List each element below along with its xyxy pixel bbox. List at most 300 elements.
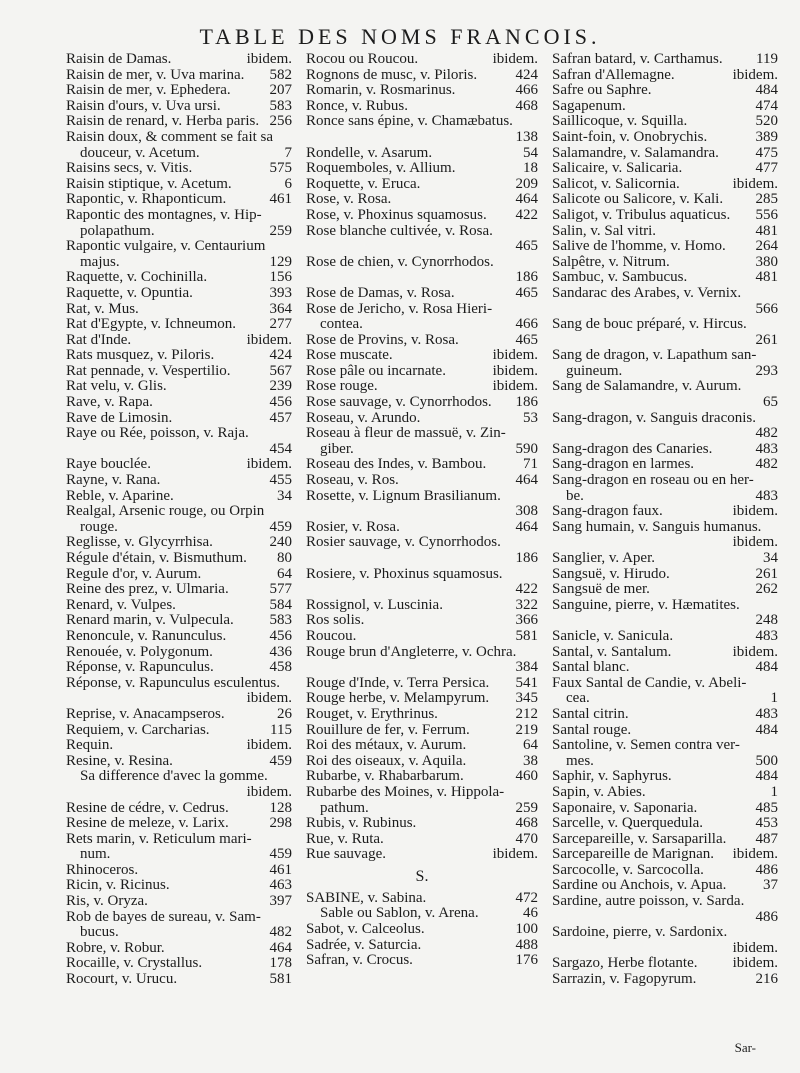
entry-text: Renoncule, v. Ranunculus. [66, 628, 227, 644]
page-reference: 186 [515, 551, 538, 566]
page-reference: 138 [515, 129, 538, 145]
index-entry [66, 146, 292, 162]
page-reference: 207 [269, 83, 292, 99]
entry-text: Rosier, v. Rosa. [306, 519, 400, 535]
index-entry [66, 161, 292, 177]
entry-text: Roi des métaux, v. Aurum. [306, 738, 467, 754]
page-reference: 453 [755, 816, 778, 832]
entry-text: Ros solis. [306, 613, 365, 629]
page-reference: 465 [515, 285, 538, 301]
index-entry [66, 551, 292, 567]
index-entry [66, 863, 292, 879]
index-entry [552, 972, 778, 988]
page-reference: ibidem. [492, 348, 538, 364]
page-reference: ibidem. [246, 784, 292, 800]
entry-text: pathum. [320, 800, 369, 816]
index-entry [306, 906, 538, 922]
entry-text: Sargazo, Herbe flotante. [552, 956, 698, 972]
index-entry [306, 582, 538, 598]
index-entry [306, 707, 538, 723]
page-reference: 64 [523, 738, 538, 754]
index-entry [552, 177, 778, 193]
index-entry [552, 68, 778, 84]
entry-text: douceur, v. Acetum. [80, 145, 200, 161]
index-entry [306, 208, 538, 224]
entry-text: Rose pâle ou incarnate. [306, 363, 446, 379]
entry-text: Sarcepareille, v. Sarsaparilla. [552, 831, 727, 847]
index-entry [306, 286, 538, 302]
page-reference: 129 [269, 254, 292, 270]
entry-text: be. [566, 488, 584, 504]
index-entry [306, 645, 538, 661]
index-entry [306, 613, 538, 629]
index-entry [552, 956, 778, 972]
index-column-3 [552, 52, 778, 988]
page-reference: 65 [763, 395, 778, 411]
index-entry [552, 925, 778, 941]
index-column-1 [66, 52, 292, 988]
entry-text: Roseau, v. Ros. [306, 473, 399, 489]
page-reference: 7 [284, 145, 292, 161]
page-reference: 465 [515, 332, 538, 348]
entry-text: SABINE, v. Sabina. [306, 890, 427, 906]
index-entry [306, 348, 538, 364]
index-entry [552, 801, 778, 817]
index-entry [552, 504, 778, 520]
entry-text: rouge. [80, 519, 118, 535]
entry-text: bucus. [80, 925, 119, 941]
entry-text: Rocou ou Roucou. [306, 52, 419, 67]
entry-text: Resine, v. Resina. [66, 753, 173, 769]
index-entry [552, 567, 778, 583]
index-entry [66, 177, 292, 193]
page-reference: ibidem. [492, 379, 538, 395]
index-entry [306, 395, 538, 411]
entry-text: contea. [320, 317, 363, 333]
index-entry [66, 520, 292, 536]
page-reference: 482 [269, 925, 292, 941]
index-entry [552, 130, 778, 146]
index-entry [306, 317, 538, 333]
page-reference: 34 [763, 551, 778, 566]
entry-text: Rouge d'Inde, v. Terra Persica. [306, 675, 490, 691]
page-reference: 345 [515, 691, 538, 707]
entry-text: Sanglier, v. Aper. [552, 551, 655, 566]
entry-text: Sarrazin, v. Fagopyrum. [552, 972, 697, 988]
index-entry [306, 938, 538, 954]
entry-text: Sagapenum. [552, 98, 626, 114]
entry-text: Sardine ou Anchois, v. Apua. [552, 878, 727, 894]
index-entry [552, 302, 778, 318]
entry-text: Raisin de mer, v. Uva marina. [66, 67, 245, 83]
index-entry [66, 457, 292, 473]
index-entry [306, 801, 538, 817]
entry-text: cea. [566, 691, 590, 707]
entry-text: guineum. [566, 363, 623, 379]
index-entry [66, 224, 292, 240]
entry-text: Romarin, v. Rosmarinus. [306, 83, 456, 99]
index-entry [306, 99, 538, 115]
entry-text: Rouge herbe, v. Melampyrum. [306, 691, 490, 707]
entry-text: Rose rouge. [306, 379, 378, 395]
page-reference: 64 [277, 566, 292, 582]
page-reference: 285 [755, 192, 778, 208]
page-reference: 541 [515, 675, 538, 691]
page-reference: 436 [269, 644, 292, 660]
index-entry [552, 582, 778, 598]
entry-text: Faux Santal de Candie, v. Abeli- [552, 675, 747, 691]
index-entry [552, 723, 778, 739]
page-reference: 240 [269, 535, 292, 551]
index-entry [66, 52, 292, 68]
page-reference: ibidem. [246, 332, 292, 348]
index-entry [306, 953, 538, 969]
index-entry [306, 598, 538, 614]
index-entry [552, 551, 778, 567]
page-reference: ibidem. [732, 535, 778, 551]
index-entry [552, 333, 778, 349]
index-entry [66, 660, 292, 676]
page-reference: 389 [755, 129, 778, 145]
page-reference: 37 [763, 878, 778, 894]
index-entry [306, 520, 538, 536]
entry-text: Raisin d'ours, v. Uva ursi. [66, 98, 221, 114]
index-entry [552, 192, 778, 208]
page-reference: 464 [269, 940, 292, 956]
page-reference: 115 [270, 722, 292, 738]
entry-text: Sanicle, v. Sanicula. [552, 628, 674, 644]
page-reference: 464 [515, 519, 538, 535]
page-reference: 590 [515, 441, 538, 457]
index-entry [306, 146, 538, 162]
index-entry [552, 676, 778, 692]
page-reference: 463 [269, 878, 292, 894]
page-reference: 486 [755, 862, 778, 878]
page-reference: ibidem. [732, 847, 778, 863]
entry-text: Ronce sans épine, v. Chamæbatus. [306, 114, 513, 130]
page-reference: ibidem. [492, 363, 538, 379]
page-reference: 475 [755, 145, 778, 161]
index-entry [552, 379, 778, 395]
entry-text: Sang-dragon en roseau ou en her- [552, 473, 754, 489]
page-reference: 484 [755, 83, 778, 99]
index-entry [552, 910, 778, 926]
index-entry [66, 83, 292, 99]
entry-text: Reprise, v. Anacampseros. [66, 706, 225, 722]
entry-text: Rouget, v. Erythrinus. [306, 706, 438, 722]
index-entry [306, 769, 538, 785]
entry-text: Sambuc, v. Sambucus. [552, 270, 688, 286]
entry-text: Rondelle, v. Asarum. [306, 145, 433, 161]
index-entry [552, 520, 778, 536]
entry-text: Rob de bayes de sureau, v. Sam- [66, 909, 261, 925]
entry-text: Roucou. [306, 628, 357, 644]
index-entry [66, 333, 292, 349]
entry-text: Rognons de musc, v. Piloris. [306, 67, 478, 83]
page-reference: 483 [755, 628, 778, 644]
index-entry [66, 832, 292, 848]
entry-text: Safran batard, v. Carthamus. [552, 52, 723, 67]
index-entry [306, 660, 538, 676]
index-entry [552, 754, 778, 770]
entry-text: Rose de chien, v. Cynorrhodos. [306, 254, 494, 270]
page-reference: 53 [523, 410, 538, 426]
index-entry [306, 379, 538, 395]
index-entry [552, 317, 778, 333]
entry-text: giber. [320, 441, 354, 457]
index-entry [306, 114, 538, 130]
page-reference: 461 [269, 192, 292, 208]
section-heading: S. [415, 867, 429, 885]
page-reference: 483 [755, 706, 778, 722]
page-reference: 464 [515, 192, 538, 208]
index-entry [306, 457, 538, 473]
index-entry [306, 426, 538, 442]
entry-text: Rocourt, v. Urucu. [66, 972, 178, 988]
index-entry [306, 535, 538, 551]
entry-text: num. [80, 847, 111, 863]
page-reference: 459 [269, 519, 292, 535]
index-entry [66, 676, 292, 692]
index-entry [306, 676, 538, 692]
entry-text: Raisins secs, v. Vitis. [66, 161, 193, 177]
entry-text: Rose de Damas, v. Rosa. [306, 285, 455, 301]
index-entry [552, 894, 778, 910]
index-entry [66, 894, 292, 910]
entry-text: Sardine, autre poisson, v. Sarda. [552, 894, 745, 910]
entry-text: Sangsuë de mer. [552, 582, 650, 598]
index-entry [306, 161, 538, 177]
entry-text: Santal blanc. [552, 660, 630, 676]
entry-text: Safre ou Saphre. [552, 83, 652, 99]
index-entry [306, 629, 538, 645]
page-reference: 460 [515, 769, 538, 785]
index-entry [306, 52, 538, 68]
entry-text: Safran, v. Crocus. [306, 953, 413, 969]
index-entry [306, 891, 538, 907]
entry-text: Rat velu, v. Glis. [66, 379, 167, 395]
index-entry [66, 582, 292, 598]
entry-text: Sang de dragon, v. Lapathum san- [552, 348, 757, 364]
page-reference: ibidem. [246, 457, 292, 473]
page-reference: 100 [515, 922, 538, 938]
index-entry [66, 130, 292, 146]
page-reference: 468 [515, 816, 538, 832]
index-entry [552, 660, 778, 676]
entry-text: Réponse, v. Rapunculus esculentus. [66, 675, 280, 691]
index-entry [66, 723, 292, 739]
page-reference: ibidem. [732, 176, 778, 192]
page-reference: 219 [515, 722, 538, 738]
entry-text: Saillicoque, v. Squilla. [552, 114, 688, 130]
entry-text: Raisin de renard, v. Herba paris. [66, 114, 260, 130]
page-reference: 577 [269, 582, 292, 598]
entry-text: Santal rouge. [552, 722, 632, 738]
index-entry [66, 68, 292, 84]
page-reference: ibidem. [732, 956, 778, 972]
index-entry [66, 785, 292, 801]
entry-text: Rhinoceros. [66, 862, 139, 878]
page-reference: 264 [755, 239, 778, 255]
entry-text: Roi des oiseaux, v. Aquila. [306, 753, 467, 769]
index-entry [552, 629, 778, 645]
entry-text: Sadrée, v. Saturcia. [306, 937, 422, 953]
entry-text: Roquette, v. Eruca. [306, 176, 421, 192]
page-reference: 466 [515, 317, 538, 333]
index-entry [66, 348, 292, 364]
index-entry [552, 83, 778, 99]
entry-text: Requiem, v. Carcharias. [66, 722, 210, 738]
page-reference: 322 [515, 597, 538, 613]
entry-text: Resine de cédre, v. Cedrus. [66, 800, 229, 816]
page-reference: 567 [269, 363, 292, 379]
index-entry [306, 130, 538, 146]
entry-text: Raisin de Damas. [66, 52, 172, 67]
index-entry [66, 707, 292, 723]
index-entry [306, 504, 538, 520]
index-entry [66, 411, 292, 427]
page-reference: ibidem. [246, 52, 292, 67]
index-entry [306, 239, 538, 255]
page-reference: 256 [269, 114, 292, 130]
entry-text: Raisin stiptique, v. Acetum. [66, 176, 232, 192]
entry-text: Sang-dragon en larmes. [552, 457, 695, 473]
index-entry [552, 816, 778, 832]
entry-text: Sang de bouc préparé, v. Hircus. [552, 317, 747, 333]
index-entry [66, 99, 292, 115]
page-reference: 422 [515, 582, 538, 598]
page-reference: 259 [269, 223, 292, 239]
entry-text: Raye bouclée. [66, 457, 151, 473]
entry-text: Rubis, v. Rubinus. [306, 816, 417, 832]
catchword: Sar- [734, 1040, 756, 1055]
page-reference: 422 [515, 207, 538, 223]
index-entry [552, 161, 778, 177]
entry-text: Sang de Salamandre, v. Aurum. [552, 379, 742, 395]
page-title: TABLE DES NOMS FRANCOIS. [199, 24, 601, 49]
entry-text: Saligot, v. Tribulus aquaticus. [552, 207, 731, 223]
entry-text: Rose blanche cultivée, v. Rosa. [306, 223, 493, 239]
index-entry [306, 832, 538, 848]
page-reference: 1 [770, 691, 778, 707]
page-reference: 424 [269, 348, 292, 364]
index-entry [552, 707, 778, 723]
entry-text: majus. [80, 254, 120, 270]
page-reference: 483 [755, 441, 778, 457]
entry-text: Rat d'Inde. [66, 332, 132, 348]
index-entry [306, 785, 538, 801]
index-entry [552, 114, 778, 130]
page-reference: 1 [770, 784, 778, 800]
page-reference: ibidem. [732, 504, 778, 520]
index-entry [66, 395, 292, 411]
entry-text: Resine de meleze, v. Larix. [66, 816, 229, 832]
page-reference: 456 [269, 628, 292, 644]
entry-text: Rayne, v. Rana. [66, 473, 161, 489]
page-reference: 486 [755, 909, 778, 925]
page-reference: 575 [269, 161, 292, 177]
index-entry [66, 972, 292, 988]
page-reference: 474 [755, 98, 778, 114]
entry-text: Sanguine, pierre, v. Hæmatites. [552, 597, 740, 613]
page-reference: 239 [269, 379, 292, 395]
index-entry [552, 535, 778, 551]
index-entry [552, 395, 778, 411]
entry-text: Rouge brun d'Angleterre, v. Ochra. [306, 644, 517, 660]
page-reference: 481 [755, 270, 778, 286]
entry-text: Rubarbe des Moines, v. Hippola- [306, 784, 505, 800]
entry-text: Rubarbe, v. Rhabarbarum. [306, 769, 464, 785]
entry-text: Roseau des Indes, v. Bambou. [306, 457, 487, 473]
index-entry [306, 816, 538, 832]
index-entry [66, 114, 292, 130]
page-reference: 277 [269, 317, 292, 333]
index-entry [66, 208, 292, 224]
entry-text: Sang humain, v. Sanguis humanus. [552, 519, 762, 535]
page-reference: 393 [269, 285, 292, 301]
page-reference: 128 [269, 800, 292, 816]
index-entry [552, 239, 778, 255]
index-entry [552, 941, 778, 957]
entry-text: Renard, v. Vulpes. [66, 597, 176, 613]
entry-text: Sardoine, pierre, v. Sardonix. [552, 925, 728, 941]
page-reference: 484 [755, 769, 778, 785]
index-entry [66, 255, 292, 271]
index-entry [552, 878, 778, 894]
page-reference: 464 [515, 473, 538, 489]
page-reference: 484 [755, 660, 778, 676]
index-entry [66, 535, 292, 551]
index-entry [66, 801, 292, 817]
entry-text: Rossignol, v. Luscinia. [306, 597, 443, 613]
entry-text: Roquemboles, v. Allium. [306, 161, 456, 177]
entry-text: Sarcelle, v. Querquedula. [552, 816, 704, 832]
entry-text: Ricin, v. Ricinus. [66, 878, 170, 894]
entry-text: Rets marin, v. Reticulum mari- [66, 831, 252, 847]
page-reference: 556 [755, 207, 778, 223]
page-reference: 454 [269, 441, 292, 457]
index-entry [552, 99, 778, 115]
entry-text: Saphir, v. Saphyrus. [552, 769, 672, 785]
page-reference: 459 [269, 753, 292, 769]
entry-text: Rose de Jericho, v. Rosa Hieri- [306, 301, 493, 317]
index-entry [552, 348, 778, 364]
page-reference: 455 [269, 473, 292, 489]
entry-text: Rouillure de fer, v. Ferrum. [306, 722, 470, 738]
page-reference: 176 [515, 953, 538, 969]
entry-text: Sang-dragon des Canaries. [552, 441, 713, 457]
index-entry [306, 723, 538, 739]
index-entry [306, 738, 538, 754]
index-entry [552, 738, 778, 754]
entry-text: Rave de Limosin. [66, 410, 173, 426]
entry-text: Raye ou Rée, poisson, v. Raja. [66, 426, 249, 442]
page-reference: ibidem. [492, 52, 538, 67]
index-entry [66, 738, 292, 754]
index-entry [66, 941, 292, 957]
index-entry [66, 629, 292, 645]
index-entry [66, 442, 292, 458]
page-reference: 308 [515, 504, 538, 520]
page-reference: 470 [515, 831, 538, 847]
entry-text: Rapontic des montagnes, v. Hip- [66, 207, 262, 223]
entry-text: Regule d'or, v. Aurum. [66, 566, 202, 582]
page-reference: 209 [515, 176, 538, 192]
page-reference: 481 [755, 223, 778, 239]
page-reference: 293 [755, 363, 778, 379]
entry-text: Rat d'Egypte, v. Ichneumon. [66, 317, 237, 333]
entry-text: Salive de l'homme, v. Homo. [552, 239, 726, 255]
